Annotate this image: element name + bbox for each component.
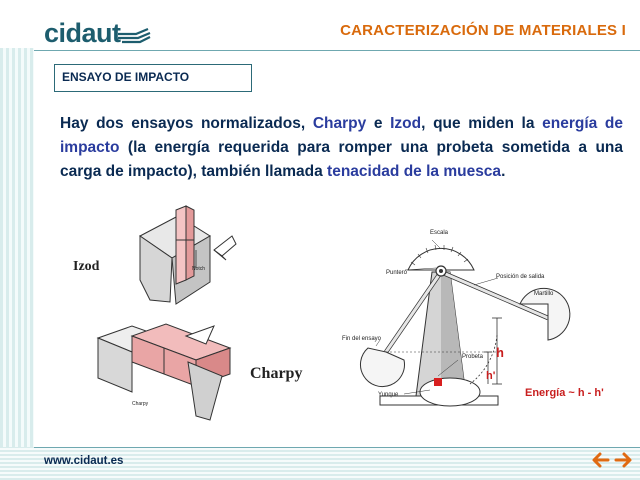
charpy-small-label: Charpy xyxy=(132,401,149,407)
yunque-label: Yunque xyxy=(378,392,399,398)
intro-text-4: (la energía requerida para romper una probeta sometida a una carga de impacto), también llamada xyxy=(60,139,623,180)
intro-charpy: Charpy xyxy=(312,115,367,132)
slide-title: CARACTERIZACIÓN DE MATERIALES I xyxy=(340,22,626,39)
intro-toughness: tenacidad de la muesca xyxy=(327,163,502,180)
footer-divider xyxy=(34,447,640,448)
footer-url: www.cidaut.es xyxy=(44,455,124,467)
fin-ensayo-label: Fin del ensayo xyxy=(342,336,382,342)
intro-text-3: , que miden la xyxy=(421,115,543,132)
posicion-salida-label: Posición de salida xyxy=(496,274,545,280)
arrow-right-icon[interactable] xyxy=(612,449,634,471)
energy-formula: Energía ~ h - h' xyxy=(525,387,604,399)
intro-text-2: e xyxy=(366,115,391,132)
notch-label: Notch xyxy=(192,266,206,272)
escala-label: Escala xyxy=(430,230,449,236)
martillo-label: Martillo xyxy=(534,291,554,297)
charpy-diagram xyxy=(98,324,230,420)
h-label: h xyxy=(496,345,504,360)
intro-text-5: . xyxy=(501,163,506,180)
arrow-left-icon[interactable] xyxy=(590,449,612,471)
izod-diagram xyxy=(140,206,236,304)
cidaut-logo: cidaut xyxy=(44,18,121,48)
charpy-label: Charpy xyxy=(250,365,303,382)
puntero-label: Puntero xyxy=(386,270,408,276)
intro-text-1: Hay dos ensayos normalizados, xyxy=(60,115,313,132)
intro-energy: energía de impacto xyxy=(60,115,623,156)
intro-izod: Izod xyxy=(390,115,422,132)
pendulum-diagram xyxy=(360,240,569,406)
izod-label: Izod xyxy=(73,259,100,274)
probeta-label: Probeta xyxy=(462,354,484,360)
section-heading: ENSAYO DE IMPACTO xyxy=(62,70,190,84)
h-prime-label: h' xyxy=(486,370,496,382)
